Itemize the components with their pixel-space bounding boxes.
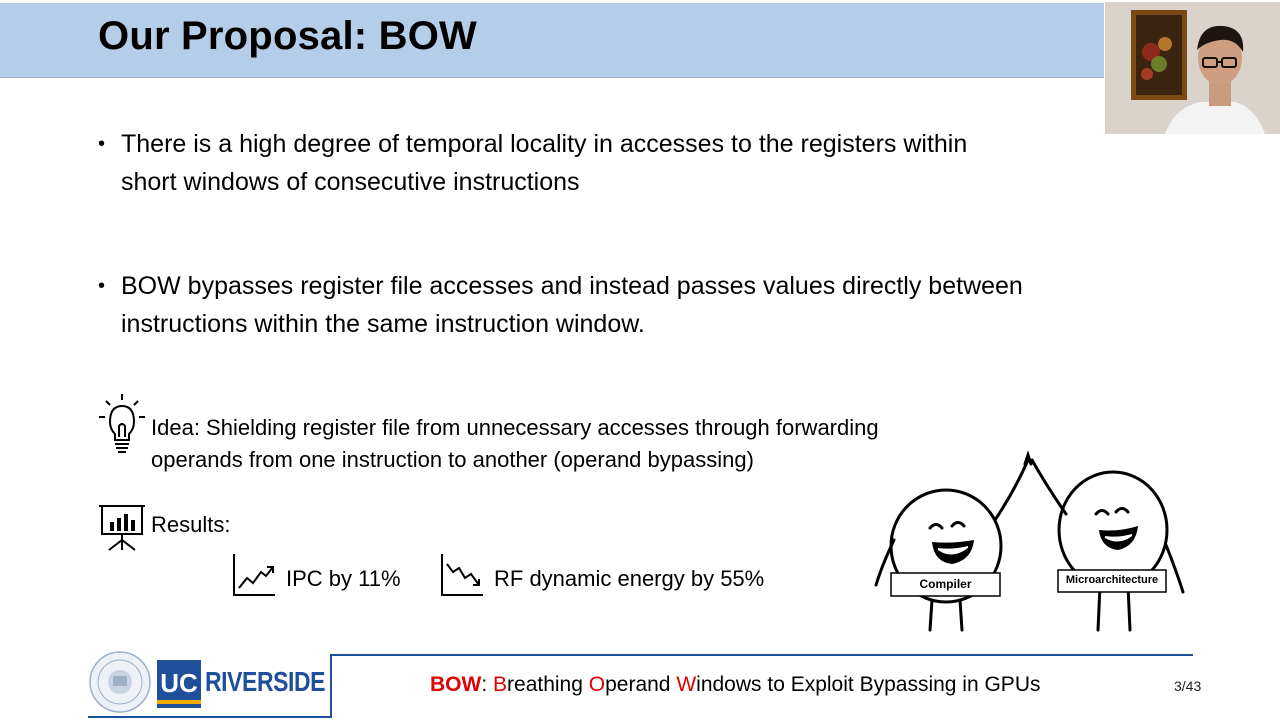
result-rf-energy: RF dynamic energy by 55% <box>494 566 765 591</box>
lightbulb-icon <box>96 392 148 454</box>
trend-up-icon <box>231 552 277 598</box>
footer-breathing-first: B <box>493 673 508 696</box>
trend-down-icon <box>439 552 485 598</box>
footer-windows-rest: indows to Exploit Bypassing in GPUs <box>696 673 1041 696</box>
result-ipc: IPC by 11% <box>286 566 401 591</box>
footer-operand-first: O <box>588 673 606 696</box>
ucr-logo <box>157 660 325 708</box>
compiler-label: Compiler <box>919 577 972 591</box>
bullet-1-line-2: short windows of consecutive instructions <box>121 168 580 196</box>
slide-title: Our Proposal: BOW <box>98 14 477 58</box>
page-number: 3/43 <box>1174 678 1202 694</box>
footer-divider-vertical <box>330 654 332 718</box>
footer-title <box>430 673 1040 697</box>
high-five-illustration <box>870 450 1190 635</box>
microarchitecture-label: Microarchitecture <box>1065 574 1159 586</box>
webcam-video <box>1105 2 1280 134</box>
idea-line-1: Idea: Shielding register file from unnecessary accesses through forwarding <box>151 415 879 440</box>
bullet-2-line-2: instructions within the same instruction window. <box>121 310 645 338</box>
footer-colon: : <box>481 673 493 696</box>
bullet-marker: • <box>98 133 106 155</box>
footer-divider-bottom <box>88 716 332 718</box>
footer-divider <box>331 654 1193 656</box>
footer-windows-first: W <box>676 673 697 696</box>
presentation-chart-icon <box>97 502 147 552</box>
university-seal <box>88 650 152 714</box>
footer-bow-b: B <box>430 673 446 696</box>
idea-text <box>151 412 971 476</box>
bullet-1-line-1: There is a high degree of temporal locality in accesses to the registers within <box>121 130 968 158</box>
footer-breathing-rest: reathing <box>507 673 589 696</box>
bullet-marker: • <box>98 275 106 297</box>
bullet-2-line-1: BOW bypasses register file accesses and instead passes values directly between <box>121 272 1023 300</box>
results-label: Results: <box>151 512 231 537</box>
idea-line-2: operands from one instruction to another (operand bypassing) <box>151 447 754 472</box>
footer-bow-rest: OW <box>445 673 482 696</box>
ucr-logo-name: RIVERSIDE <box>205 666 326 697</box>
ucr-logo-uc: UC <box>160 668 198 698</box>
footer-operand-rest: perand <box>605 673 677 696</box>
